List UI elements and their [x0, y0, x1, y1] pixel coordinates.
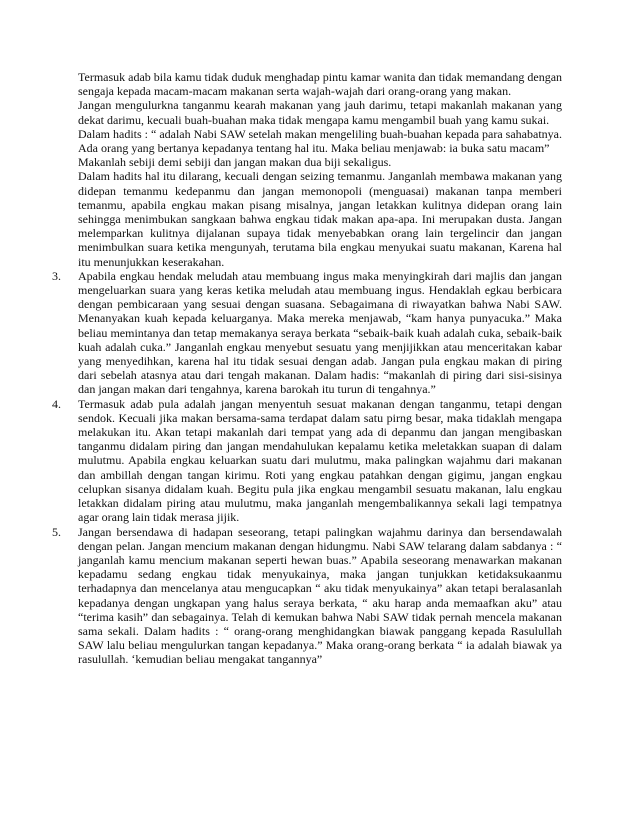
item-number: 3. [52, 268, 61, 283]
item-text: Termasuk adab pula adalah jangan menyentuh sesuat makanan dengan tanganmu, tetapi dengan sendok. Kecuali jika makan bersama-sama terdapat dalam satu pirng besar, maka tidaklah mengapa melakukan itu. Akan tetapi makanlah dari tempat yang ada di depanmu dan jangan mengibaskan tanganmu didalam piring dan jangan mendahulukan kepalamu ketika meletakkan suapan di dalam mulutmu. Apabila engkau keluarkan suatu dari mulutmu, maka palingkan wajahmu dari makanan dan ambillah dengan tangan kirimu. Roti yang engkau patahkan dengan gigimu, jangan engkau celupkan sisanya didalam kuah. Begitu pula jika engkau mengambil sesuatu makanan, lalu engkau letakkan didalam piring atau mulutmu, maka janganlah mengembalikannya sekali lagi tempatnya agar orang lain tidak merasa jijik. [78, 396, 562, 525]
paragraph: Dalam hadits : “ adalah Nabi SAW setelah makan mengeliling buah-buahan kepada para sahabatnya. Ada orang yang bertanya kepadanya tentang hal itu. Maka beliau menjawab: ia buka satu macam” [78, 126, 562, 156]
paragraph: Jangan mengulurkna tanganmu kearah makanan yang jauh darimu, tetapi makanlah makanan yang dekat darimu, kecuali buah-buahan maka tidak mengapa kamu mengambil buah yang kamu sukai. [78, 98, 562, 127]
paragraph: Dalam hadits hal itu dilarang, kecuali dengan seizing temanmu. Janganlah membawa makanan yang didepan temanmu kedepanmu dan jangan memonopoli (menguasai) makanan tanpa memberi temanmu, apabila engkau makan pisang misalnya, jangan letakkan kulitnya didepan orang lain sehingga menimbukan sangkaan bahwa engkau tidak makan apa-apa. Ini merupakan dusta. Jangan melemparkan kulitnya dijalanan supaya tidak menyebabkan orang lain tergelincir dan jangan menimbulkan suara ketika mengunyah, terutama bila engkau menyukai suatu makanan, Karena hal itu menunjukkan keserakahan. [78, 169, 562, 269]
paragraph: Makanlah sebiji demi sebiji dan jangan makan dua biji sekaligus. [78, 155, 392, 170]
document-body [52, 70, 563, 667]
item-text: Apabila engkau hendak meludah atau membuang ingus maka menyingkirah dari majlis dan jangan mengeluarkan suara yang keras ketika meludah atau membuang ingus. Hendaklah egkau berbicara dengan pembicaraan yang sesuai dengan suasana. Sebagaimana di riwayatkan bahwa Nabi SAW. Menanyakan kuah kepada keluarganya. Maka mereka menjawab, “kam hanya punyacuka.” Maka beliau memintanya dan tetap memakanya seraya berkata “sebaik-baik kuah adalah cuka, sebaik-baik kuah adalah cuka.” Janganlah engkau menyebut sesuatu yang menjijikkan atau menceritakan kabar yang menyedihkan, karena hal itu tidak sesuai dengan adab. Jangan pula engkau makan di piring dari sebelah atasnya atau dari tengah makanan. Dalam hadis: “makanlah di piring dari sisi-sisinya dan jangan makan dari tengahnya, karena barokah itu turun di tengahnya.” [78, 268, 562, 397]
numbered-item [52, 396, 562, 525]
paragraph: Termasuk adab bila kamu tidak duduk menghadap pintu kamar wanita dan tidak memandang dengan sengaja kepada macam-macam makanan serta wajah-wajah dari orang-orang yang makan. [78, 70, 563, 99]
item-number: 4. [52, 396, 61, 411]
numbered-item [52, 268, 562, 397]
item-text: Jangan bersendawa di hadapan seseorang, tetapi palingkan wajahmu darinya dan bersendawalah dengan pelan. Jangan mencium makanan dengan hidungmu. Nabi SAW telarang dalam sabdanya : “ janganlah kamu mencium makanan seperti hewan buas.” Apabila seseorang menawarkan makanan kepadamu sedang engkau tidak menyukainya, maka jangan tunjukkan ketidaksukaanmu terhadapnya dan mencelanya atau mengucapkan “ aku tidak menyukainya” akan tetapi beralasanlah kepadanya dengan ungkapan yang halus seraya berkata, “ aku harap anda memaafkan aku” atau “terima kasih” dan sebagainya. Telah di kemukan bahwa Nabi SAW tidak pernah mencela makanan sama sekali. Dalam hadits : “ orang-orang menghidangkan biawak panggang kepada Rasulullah SAW lalu beliau mengulurkan tangan kepadanya.” Maka orang-orang berkata “ ia adalah biawak ya rasulullah. ‘kemudian beliau mengakat tangannya” [78, 524, 562, 667]
item-number: 5. [52, 524, 61, 539]
numbered-item [52, 524, 562, 667]
